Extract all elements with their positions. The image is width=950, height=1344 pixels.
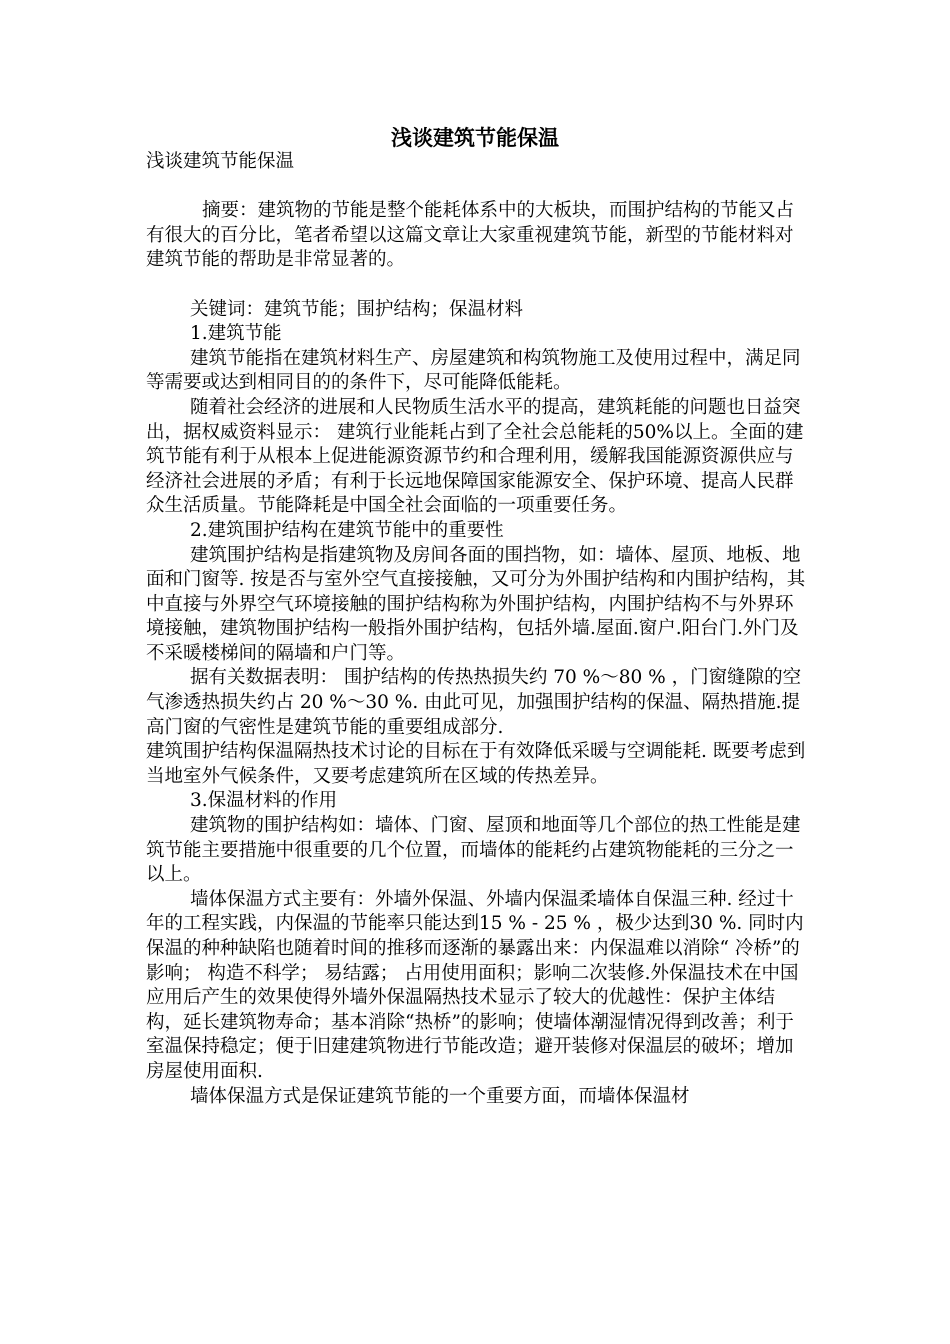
paragraph: 墙体保温方式主要有：外墙外保温、外墙内保温柔墙体自保温三种. 经过十年的工程实践，内保温的节能率只能达到15 % - 25 % ，极少达到30 %. 同时内保温的种种缺陷也随着时间的推移而逐渐的暴露出来：内保温难以消除“ 冷桥”的影响； 构造不科学； 易结露； 占用使用面积；影响二次装修.外保温技术在中国应用后产生的效果使得外墙外保温隔热技术显示了较大的优越性：保护主体结构，延长建筑物寿命；基本消除“热桥”的影响；使墙体潮湿情况得到改善；利于室温保持稳定；便于旧建建筑物进行节能改造；避开装修对保温层的破坏；增加房屋使用面积. xyxy=(146,888,804,1082)
section-heading-2: 2.建筑围护结构在建筑节能中的重要性 xyxy=(190,519,504,541)
document-subtitle: 浅谈建筑节能保温 xyxy=(146,151,295,172)
blank-line xyxy=(146,175,808,200)
paragraph: 建筑围护结构保温隔热技术讨论的目标在于有效降低采暖与空调能耗. 既要考虑到当地室外气候条件，又要考虑建筑所在区域的传热差异。 xyxy=(146,741,806,787)
section-heading-1: 1.建筑节能 xyxy=(190,323,282,345)
paragraph: 建筑物的围护结构如：墙体、门窗、屋顶和地面等几个部位的热工性能是建筑节能主要措施中很重要的几个位置，而墙体的能耗约占建筑物能耗的三分之一以上。 xyxy=(146,815,801,886)
paragraph: 据有关数据表明： 围护结构的传热热损失约 70 %～80 % ，门窗缝隙的空气渗透热损失约占 20 %～30 %. 由此可见，加强围护结构的保温、隔热措施.提高门窗的气密性是建筑节能的重要组成部分. xyxy=(146,667,802,738)
section-heading-3: 3.保温材料的作用 xyxy=(190,790,338,812)
document-title: 浅谈建筑节能保温 xyxy=(391,126,559,150)
document-body xyxy=(146,150,808,1109)
keywords-line: 关键词：建筑节能；围护结构；保温材料 xyxy=(190,298,524,320)
blank-line xyxy=(146,273,808,298)
paragraph: 随着社会经济的进展和人民物质生活水平的提高，建筑耗能的问题也日益突出，据权威资料显示： 建筑行业能耗占到了全社会总能耗的50%以上。全面的建筑节能有利于从根本上促进能源资源节约和合理利用，缓解我国能源资源供应与经济社会进展的矛盾；有利于长远地保障国家能源安全、保护环境、提高人民群众生活质量。节能降耗是中国全社会面临的一项重要任务。 xyxy=(146,396,804,517)
abstract-paragraph: 摘要：建筑物的节能是整个能耗体系中的大板块，而围护结构的节能又占有很大的百分比，笔者希望以这篇文章让大家重视建筑节能，新型的节能材料对建筑节能的帮助是非常显著的。 xyxy=(146,200,795,271)
paragraph: 建筑节能指在建筑材料生产、房屋建筑和构筑物施工及使用过程中，满足同等需要或达到相同目的的条件下，尽可能降低能耗。 xyxy=(146,347,801,394)
paragraph: 墙体保温方式是保证建筑节能的一个重要方面，而墙体保温材 xyxy=(190,1085,690,1107)
paragraph: 建筑围护结构是指建筑物及房间各面的围挡物，如：墙体、屋顶、地板、地面和门窗等. 按是否与室外空气直接接触，又可分为外围护结构和内围护结构，其中直接与外界空气环境接触的围护结构称为外围护结构，内围护结构不与外界环境接触，建筑物围护结构一般指外围护结构，包括外墙.屋面.窗户.阳台门.外门及不采暖楼梯间的隔墙和户门等。 xyxy=(146,544,806,664)
